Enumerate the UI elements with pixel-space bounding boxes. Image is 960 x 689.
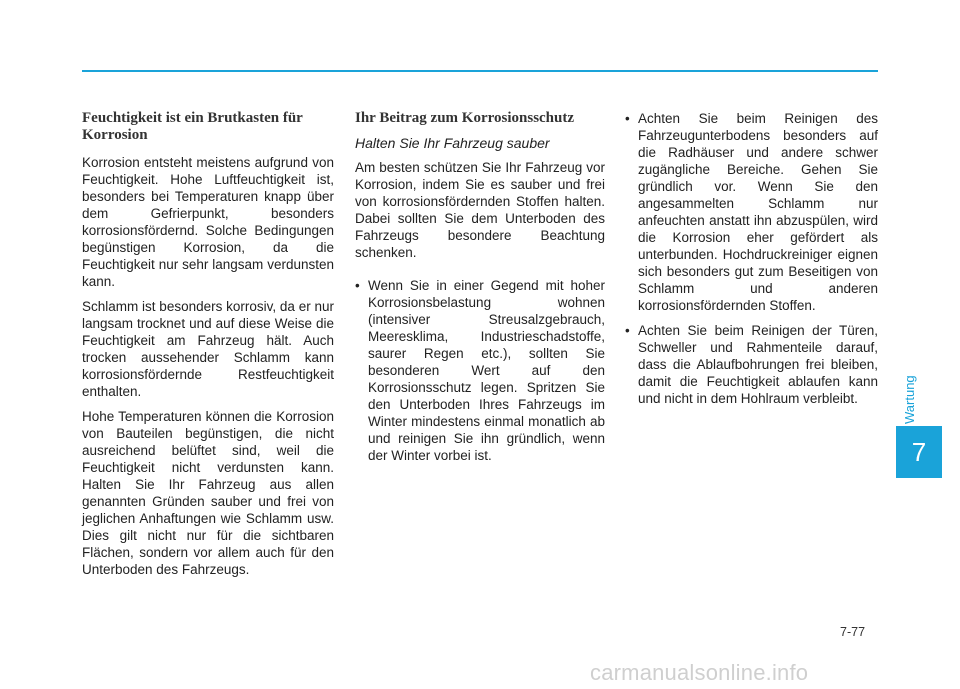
watermark: carmanualsonline.info [590, 660, 809, 685]
bullet-list [355, 277, 605, 464]
bullet-list [625, 110, 878, 407]
bullet-item: • Wenn Sie in einer Gegend mit hoher Korrosionsbelastung wohnen (intensiver Streusalzgebrauch, Meeresklima, Industrieschadstoffe, saurer Regen etc.), sollten Sie besonderen Wert auf den Korrosionsschutz legen. Spritzen Sie den Unterboden Ihres Fahrzeugs im Winter mindestens einmal monatlich ab und reinigen Sie ihn gründlich, wenn der Winter vorbei ist. [355, 277, 605, 464]
bullet-item: • Achten Sie beim Reinigen des Fahrzeugunterbodens besonders auf die Radhäuser und andere schwer zugängliche Bereiche. Gehen Sie gründlich vor. Wenn Sie den angesammelten Schlamm nur anfeuchten anstatt ihn abzuspülen, wird die Korrosion eher gefördert als unterbunden. Hochdruckreiniger eignen sich besonders gut zum Beseitigen von Schlamm und anderen korrosionsfördernden Stoffen. [625, 110, 878, 314]
page-number: 7-77 [840, 625, 866, 639]
section-tab-label: Wartung [902, 375, 917, 425]
section-heading-corrosion-protection: Ihr Beitrag zum Korrosionsschutz [355, 110, 575, 126]
column-3 [625, 110, 878, 415]
paragraph: Hohe Temperaturen können die Korrosion von Bauteilen begünstigen, die nicht ausreichend belüftet sind, weil die Feuchtigkeit nicht verdunsten kann. Halten Sie Ihr Fahrzeug aus allen genannten Gründen sauber und frei von jeglichen Anhaftungen wie Schlamm usw. Dies gilt nicht nur für die sichtbaren Flächen, sondern vor allem auch für den Unterboden des Fahrzeugs. [82, 409, 334, 577]
chapter-number-tab: 7 [896, 426, 942, 478]
paragraph: Korrosion entsteht meistens aufgrund von Feuchtigkeit. Hohe Luftfeuchtigkeit ist, besonders bei Temperaturen knapp über dem Gefrierpunkt, besonders korrosionsfördernd. Solche Bedingungen begünstigen Korrosion, da die Feuchtigkeit nur sehr langsam verdunsten kann. [82, 155, 334, 289]
column-1 [82, 110, 334, 586]
header-rule [82, 70, 878, 72]
paragraph: Schlamm ist besonders korrosiv, da er nur langsam trocknet und auf diese Weise die Feuchtigkeit am Fahrzeug hält. Auch trocken aussehender Schlamm kann korrosionsfördernde Restfeuchtigkeit enthalten. [82, 299, 334, 399]
bullet-item: • Achten Sie beim Reinigen der Türen, Schweller und Rahmenteile darauf, dass die Ablaufbohrungen frei bleiben, damit die Feuchtigkeit ablaufen kann und nicht in dem Hohlraum verbleibt. [625, 322, 878, 407]
section-heading-moisture: Feuchtigkeit ist ein Brutkasten für Korrosion [82, 110, 303, 143]
column-2 [355, 110, 605, 472]
paragraph: Am besten schützen Sie Ihr Fahrzeug vor Korrosion, indem Sie es sauber und frei von korrosionsfördernden Stoffen halten. Dabei sollten Sie dem Unterboden des Fahrzeugs besondere Beachtung schenken. [355, 160, 605, 260]
subheading-keep-clean: Halten Sie Ihr Fahrzeug sauber [355, 135, 550, 151]
